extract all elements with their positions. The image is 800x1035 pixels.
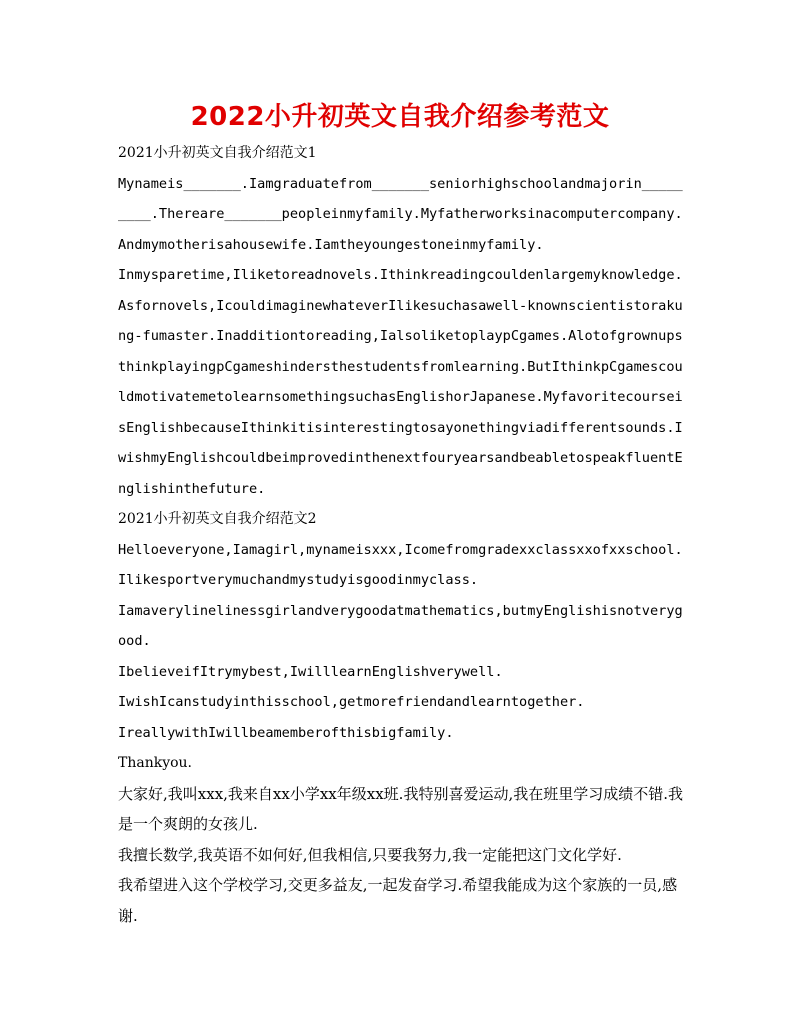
paragraph: IbelieveifItrymybest,IwilllearnEnglishverywell. <box>118 663 503 680</box>
paragraph: Helloeveryone,Iamagirl,mynameisxxx,Icomefromgradexxclassxxofxxschool.Ilikesportverymuchandmystudyisgoodinmyclass. <box>118 541 683 588</box>
paragraph: 我擅长数学,我英语不如何好,但我相信,只要我努力,我一定能把这门文化学好. <box>118 845 622 864</box>
section-heading: 2021小升初英文自我介绍范文2 <box>118 511 317 527</box>
section-heading: 2021小升初英文自我介绍范文1 <box>118 145 317 161</box>
paragraph: IwishIcanstudyinthisschool,getmorefriendandlearntogether. <box>118 694 585 710</box>
document-title: 2022小升初英文自我介绍参考范文 <box>190 102 610 132</box>
paragraph: Iamaverylinelinessgirlandverygoodatmathematics,butmyEnglishisnotverygood. <box>118 602 683 649</box>
paragraph: IreallywithIwillbeamemberofthisbigfamily. <box>118 724 454 741</box>
document-body <box>118 138 683 931</box>
paragraph: Mynameis_______.Iamgraduatefrom_______seniorhighschoolandmajorin_________.Thereare_______peopleinmyfamily.Myfatherworksinacomputercompany.Andmymotherisahousewife.Iamtheyoungestoneinmyfamily. <box>118 175 683 253</box>
paragraph: Inmysparetime,Iliketoreadnovels.Ithinkreadingcouldenlargemyknowledge.Asfornovels,IcouldimaginewhateverIlikesuchasawell-knownscientistorakung-fumaster.Inadditiontoreading,IalsoliketoplaypCgames.AlotofgrownupsthinkplayingpCgameshindersthestudentsfromlearning.ButIthinkpCgamescouldmotivatemetolearnsomethingsuchasEnglishorJapanese.MyfavoritecourseisEnglishbecauseIthinkitisinterestingtosayonethingviadifferentsounds.IwishmyEnglishcouldbeimprovedinthenextfouryearsandbeabletospeakfluentEnglishinthefuture. <box>118 267 683 497</box>
paragraph: 大家好,我叫xxx,我来自xx小学xx年级xx班.我特别喜爱运动,我在班里学习成绩不错.我是一个爽朗的女孩儿. <box>118 784 683 833</box>
paragraph: 我希望进入这个学校学习,交更多益友,一起发奋学习.希望我能成为这个家族的一员,感谢. <box>118 876 678 925</box>
paragraph: Thankyou. <box>118 755 193 771</box>
